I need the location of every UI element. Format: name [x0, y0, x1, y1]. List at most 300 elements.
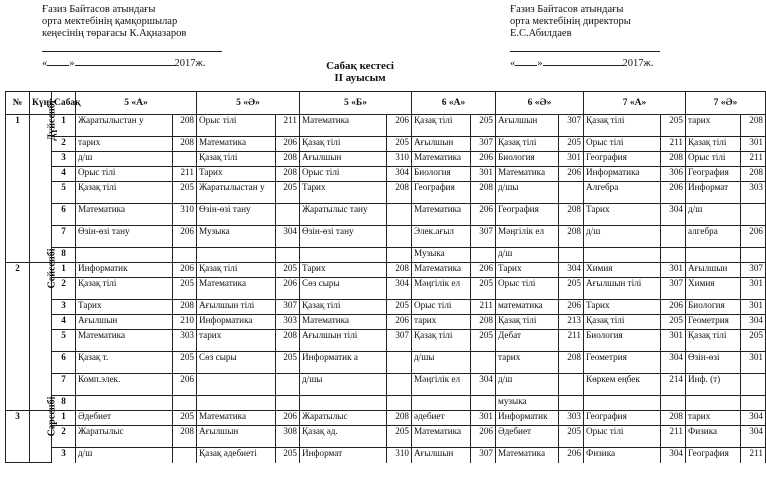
room-cell: 206 [471, 263, 496, 278]
subject-cell: Әдебиет [76, 411, 173, 426]
subject-cell: Қазақ тілі [584, 315, 661, 330]
subject-cell: д/ш [496, 374, 559, 396]
room-cell: 205 [559, 137, 584, 152]
room-cell [387, 226, 412, 248]
table-row [6, 448, 766, 463]
subject-cell: Информатика [584, 167, 661, 182]
subject-cell: Жаратылыс тану [300, 204, 387, 226]
room-cell: 205 [387, 426, 412, 448]
room-cell: 206 [661, 182, 686, 204]
subject-cell: Ағылшын [300, 152, 387, 167]
subject-cell: Мәңгілік ел [496, 226, 559, 248]
room-cell: 310 [387, 448, 412, 463]
subject-cell: Тарих [584, 204, 661, 226]
room-cell: 210 [173, 315, 197, 330]
subject-cell: Көркем еңбек [584, 374, 661, 396]
day-number: 3 [6, 411, 30, 463]
room-cell: 208 [471, 182, 496, 204]
table-row [6, 330, 766, 352]
room-cell: 303 [741, 182, 766, 204]
room-cell: 205 [471, 330, 496, 352]
room-cell: 205 [276, 448, 300, 463]
subject-cell: Орыс тілі [76, 167, 173, 182]
lesson-number: 2 [52, 278, 76, 300]
room-cell: 304 [471, 374, 496, 396]
table-row [6, 278, 766, 300]
subject-cell: Тарих [300, 182, 387, 204]
table-row [6, 300, 766, 315]
room-cell: 301 [661, 263, 686, 278]
subject-cell: д/ш [686, 204, 741, 226]
room-cell: 208 [387, 263, 412, 278]
room-cell [661, 396, 686, 411]
room-cell: 307 [471, 448, 496, 463]
subject-cell: музыка [496, 396, 559, 411]
room-cell: 206 [276, 137, 300, 152]
room-cell: 211 [741, 152, 766, 167]
subject-cell: Геометрия [584, 352, 661, 374]
subject-cell: Ағылшын тілі [197, 300, 276, 315]
table-row [6, 248, 766, 263]
subject-cell: Қазақ әд. [300, 426, 387, 448]
subject-cell: Қазақ тілі [197, 152, 276, 167]
lesson-number: 7 [52, 374, 76, 396]
table-row [6, 182, 766, 204]
subject-cell: Қазақ тілі [300, 137, 387, 152]
room-cell [471, 396, 496, 411]
lesson-number: 4 [52, 167, 76, 182]
lesson-number: 1 [52, 263, 76, 278]
room-cell: 304 [741, 411, 766, 426]
subject-cell: Химия [686, 278, 741, 300]
subject-cell: Ағылшын [197, 426, 276, 448]
subject-cell: Информатик [76, 263, 173, 278]
room-cell [741, 396, 766, 411]
subject-cell: Ағылшын [496, 115, 559, 137]
subject-cell: тарих [496, 352, 559, 374]
room-cell [387, 396, 412, 411]
lesson-number: 8 [52, 396, 76, 411]
subject-cell: География [496, 204, 559, 226]
subject-cell: Қазақ тілі [412, 330, 471, 352]
lesson-number: 3 [52, 448, 76, 463]
header-right-date: « » 2017ж. [510, 58, 654, 69]
header-left-line1: Ғазиз Байтасов атындағы [42, 4, 156, 15]
room-cell: 301 [661, 330, 686, 352]
room-cell: 307 [741, 263, 766, 278]
room-cell: 307 [471, 137, 496, 152]
subject-cell: Тарих [300, 263, 387, 278]
table-row [6, 374, 766, 396]
room-cell [173, 152, 197, 167]
subject-cell: Орыс тілі [197, 115, 276, 137]
subject-cell: Математика [300, 115, 387, 137]
subject-cell: Жаратылыс [76, 426, 173, 448]
col-header-day: Күні [30, 92, 52, 115]
room-cell: 303 [173, 330, 197, 352]
room-cell: 307 [471, 226, 496, 248]
subject-cell: Математика [76, 204, 173, 226]
table-row [6, 315, 766, 330]
subject-cell: Биология [412, 167, 471, 182]
room-cell: 304 [559, 263, 584, 278]
lesson-number: 3 [52, 152, 76, 167]
subject-cell: Комп.элек. [76, 374, 173, 396]
room-cell: 208 [741, 115, 766, 137]
subject-cell [76, 396, 173, 411]
table-header-row [6, 92, 766, 115]
subject-cell [300, 248, 387, 263]
room-cell: 208 [559, 352, 584, 374]
table-row [6, 426, 766, 448]
room-cell: 205 [276, 182, 300, 204]
room-cell: 211 [741, 448, 766, 463]
subject-cell: Биология [584, 330, 661, 352]
room-cell [387, 204, 412, 226]
header-left-line2: орта мектебінің қамқоршылар [42, 16, 178, 27]
col-header-class: 5 «Ә» [197, 92, 300, 115]
subject-cell: Қазақ тілі [584, 115, 661, 137]
room-cell: 205 [741, 330, 766, 352]
subject-cell: География [412, 182, 471, 204]
day-name: Сейсенбі [46, 248, 58, 289]
table-row [6, 352, 766, 374]
room-cell: 211 [471, 300, 496, 315]
lesson-number: 2 [52, 137, 76, 152]
room-cell: 208 [173, 300, 197, 315]
subject-cell: Қазақ тілі [76, 182, 173, 204]
subject-cell: Мәңгілік ел [412, 278, 471, 300]
room-cell: 208 [559, 226, 584, 248]
subject-cell: д/ш [496, 248, 559, 263]
subject-cell [197, 374, 276, 396]
subject-cell: д/шы [300, 374, 387, 396]
room-cell [559, 182, 584, 204]
room-cell [173, 448, 197, 463]
room-cell: 211 [661, 137, 686, 152]
subject-cell: География [686, 448, 741, 463]
subject-cell [76, 248, 173, 263]
subject-cell: Алгебра [584, 182, 661, 204]
subject-cell: Информат [686, 182, 741, 204]
schedule-title [0, 60, 720, 84]
room-cell [471, 248, 496, 263]
subject-cell [686, 396, 741, 411]
subject-cell: Информатик а [300, 352, 387, 374]
subject-cell: д/шы [412, 352, 471, 374]
room-cell: 208 [471, 315, 496, 330]
room-cell [559, 374, 584, 396]
col-header-class: 5 «А» [76, 92, 197, 115]
room-cell: 206 [173, 263, 197, 278]
subject-cell: Физика [686, 426, 741, 448]
day-number: 1 [6, 115, 30, 263]
subject-cell: Геометрия [686, 315, 741, 330]
room-cell: 301 [471, 411, 496, 426]
subject-cell: Математика [300, 315, 387, 330]
room-cell: 310 [387, 152, 412, 167]
subject-cell: Орыс тілі [496, 278, 559, 300]
room-cell: 205 [387, 300, 412, 315]
subject-cell: Қазақ тілі [496, 315, 559, 330]
room-cell: 304 [741, 315, 766, 330]
room-cell: 206 [173, 374, 197, 396]
room-cell: 303 [276, 315, 300, 330]
subject-cell: Жаратылыс [300, 411, 387, 426]
subject-cell: Қазақ тілі [76, 278, 173, 300]
room-cell [471, 352, 496, 374]
room-cell: 208 [173, 426, 197, 448]
lesson-number: 3 [52, 300, 76, 315]
col-header-lesson: Сабақ [52, 92, 76, 115]
room-cell: 205 [276, 263, 300, 278]
subject-cell: д/ш [76, 448, 173, 463]
subject-cell: Биология [496, 152, 559, 167]
subject-cell: Қазақ тілі [686, 330, 741, 352]
subject-cell: Математика [76, 330, 173, 352]
room-cell: 211 [276, 115, 300, 137]
room-cell: 205 [559, 426, 584, 448]
room-cell: 205 [471, 278, 496, 300]
subject-cell: Математика [412, 263, 471, 278]
subject-cell: Орыс тілі [584, 137, 661, 152]
lesson-number: 6 [52, 352, 76, 374]
subject-cell: Ағылшын [76, 315, 173, 330]
room-cell: 208 [661, 152, 686, 167]
room-cell: 304 [661, 352, 686, 374]
subject-cell: Музыка [197, 226, 276, 248]
table-row [6, 137, 766, 152]
room-cell: 205 [661, 315, 686, 330]
room-cell: 205 [276, 352, 300, 374]
header-left-date: « » 2017ж. [42, 58, 206, 69]
lesson-number: 6 [52, 204, 76, 226]
room-cell [276, 204, 300, 226]
subject-cell: Ағылшын [412, 448, 471, 463]
col-header-class: 6 «Ә» [496, 92, 584, 115]
subject-cell [584, 396, 661, 411]
subject-cell: Қазақ тілі [686, 137, 741, 152]
subject-cell: д/шы [496, 182, 559, 204]
col-header-class: 5 «Б» [300, 92, 412, 115]
subject-cell: Тарих [584, 300, 661, 315]
subject-cell: Қазақ тілі [496, 137, 559, 152]
header-right-line2: орта мектебінің директоры [510, 16, 631, 27]
subject-cell: Сөз сыры [197, 352, 276, 374]
room-cell: 208 [276, 167, 300, 182]
subject-cell: Қазақ т. [76, 352, 173, 374]
header-right-line3: Е.С.Абилдаев [510, 28, 572, 39]
room-cell: 307 [559, 115, 584, 137]
header-right-line1: Ғазиз Байтасов атындағы [510, 4, 624, 15]
room-cell: 307 [661, 278, 686, 300]
subject-cell: География [686, 167, 741, 182]
subject-cell: География [584, 411, 661, 426]
room-cell: 205 [387, 137, 412, 152]
room-cell: 208 [276, 152, 300, 167]
subject-cell: Орыс тілі [686, 152, 741, 167]
room-cell: 211 [559, 330, 584, 352]
room-cell [387, 248, 412, 263]
room-cell: 206 [741, 226, 766, 248]
room-cell [741, 248, 766, 263]
room-cell: 208 [741, 167, 766, 182]
subject-cell: Информатик [496, 411, 559, 426]
room-cell [559, 396, 584, 411]
subject-cell: Орыс тілі [412, 300, 471, 315]
room-cell [387, 374, 412, 396]
room-cell: 306 [661, 167, 686, 182]
subject-cell: Қазақ тілі [197, 263, 276, 278]
lesson-number: 5 [52, 330, 76, 352]
room-cell: 308 [276, 426, 300, 448]
room-cell: 304 [276, 226, 300, 248]
subject-cell: тарих [412, 315, 471, 330]
subject-cell [300, 396, 387, 411]
subject-cell: тарих [686, 411, 741, 426]
table-row [6, 115, 766, 137]
lesson-number: 5 [52, 182, 76, 204]
subject-cell: Қазақ тілі [300, 300, 387, 315]
room-cell: 205 [471, 115, 496, 137]
room-cell: 301 [559, 152, 584, 167]
room-cell: 206 [276, 278, 300, 300]
subject-cell: Элек.ағыл [412, 226, 471, 248]
header-left-line3: кеңесінің төрағасы К.Ақназаров [42, 28, 187, 39]
subject-cell: Өзін-өзі тану [76, 226, 173, 248]
subject-cell: д/ш [76, 152, 173, 167]
room-cell: 205 [173, 411, 197, 426]
subject-cell: тарих [76, 137, 173, 152]
subject-cell: тарих [686, 115, 741, 137]
room-cell [559, 248, 584, 263]
room-cell: 206 [559, 300, 584, 315]
room-cell: 304 [661, 204, 686, 226]
room-cell: 301 [741, 352, 766, 374]
subject-cell: алгебра [686, 226, 741, 248]
subject-cell: Математика [412, 152, 471, 167]
room-cell: 205 [559, 278, 584, 300]
subject-cell: Қазақ тілі [412, 115, 471, 137]
subject-cell: Орыс тілі [300, 167, 387, 182]
subject-cell: Математика [412, 426, 471, 448]
subject-cell: Дебат [496, 330, 559, 352]
subject-cell: География [584, 152, 661, 167]
room-cell: 206 [173, 226, 197, 248]
subject-cell: Тарих [197, 167, 276, 182]
room-cell: 206 [559, 448, 584, 463]
subject-cell: д/ш [584, 226, 661, 248]
subject-cell: әдебиет [412, 411, 471, 426]
col-header-class: 6 «А» [412, 92, 496, 115]
page-title: Сабақ кестесі [326, 60, 394, 72]
lesson-number: 7 [52, 226, 76, 248]
day-name: Дүйсенбі [46, 100, 58, 141]
room-cell: 208 [559, 204, 584, 226]
subject-cell: Инф. (т) [686, 374, 741, 396]
subject-cell: Математика [496, 448, 559, 463]
subject-cell: Орыс тілі [584, 426, 661, 448]
subject-cell: Ағылшын [412, 137, 471, 152]
room-cell: 301 [471, 167, 496, 182]
lesson-number: 2 [52, 426, 76, 448]
room-cell: 307 [276, 300, 300, 315]
room-cell: 206 [661, 300, 686, 315]
room-cell: 206 [471, 152, 496, 167]
subject-cell: Информат [300, 448, 387, 463]
lesson-number: 1 [52, 411, 76, 426]
room-cell: 205 [173, 278, 197, 300]
room-cell: 301 [741, 278, 766, 300]
room-cell: 211 [173, 167, 197, 182]
room-cell: 205 [173, 182, 197, 204]
table-row [6, 167, 766, 182]
room-cell [741, 374, 766, 396]
subject-cell: Биология [686, 300, 741, 315]
room-cell: 307 [387, 330, 412, 352]
subject-cell: Тарих [496, 263, 559, 278]
subject-cell: Жаратылыстан у [76, 115, 173, 137]
col-header-class: 7 «А» [584, 92, 686, 115]
subject-cell: Математика [496, 167, 559, 182]
lesson-number: 8 [52, 248, 76, 263]
room-cell: 304 [387, 278, 412, 300]
room-cell: 206 [387, 115, 412, 137]
day-name-cell [30, 248, 58, 411]
subject-cell: Өзін-өзі тану [300, 226, 387, 248]
room-cell: 208 [276, 330, 300, 352]
col-header-num: № [6, 92, 30, 115]
room-cell: 208 [661, 411, 686, 426]
subject-cell: Өзін-өзі тану [197, 204, 276, 226]
room-cell: 301 [741, 137, 766, 152]
subject-cell: Жаратылыстан у [197, 182, 276, 204]
room-cell: 310 [173, 204, 197, 226]
room-cell: 206 [387, 315, 412, 330]
day-number: 2 [6, 263, 30, 411]
room-cell [387, 352, 412, 374]
table-row [6, 411, 766, 426]
room-cell [741, 204, 766, 226]
room-cell: 206 [471, 204, 496, 226]
room-cell: 208 [173, 115, 197, 137]
table-row [6, 226, 766, 248]
room-cell: 208 [173, 137, 197, 152]
room-cell: 208 [387, 182, 412, 204]
room-cell: 304 [741, 426, 766, 448]
subject-cell: математика [496, 300, 559, 315]
schedule-table [5, 91, 766, 463]
subject-cell: Тарих [76, 300, 173, 315]
col-header-class: 7 «Ә» [686, 92, 766, 115]
table-row [6, 152, 766, 167]
room-cell: 205 [173, 352, 197, 374]
room-cell [173, 396, 197, 411]
room-cell: 214 [661, 374, 686, 396]
subject-cell [584, 248, 661, 263]
page-subtitle: II ауысым [334, 72, 386, 84]
subject-cell: Әдебиет [496, 426, 559, 448]
subject-cell [197, 396, 276, 411]
room-cell: 206 [559, 167, 584, 182]
room-cell: 304 [661, 448, 686, 463]
subject-cell: Сөз сыры [300, 278, 387, 300]
lesson-number: 4 [52, 315, 76, 330]
subject-cell: Ағылшын тілі [584, 278, 661, 300]
subject-cell: Физика [584, 448, 661, 463]
subject-cell: Өзін-өзі [686, 352, 741, 374]
room-cell: 304 [387, 167, 412, 182]
